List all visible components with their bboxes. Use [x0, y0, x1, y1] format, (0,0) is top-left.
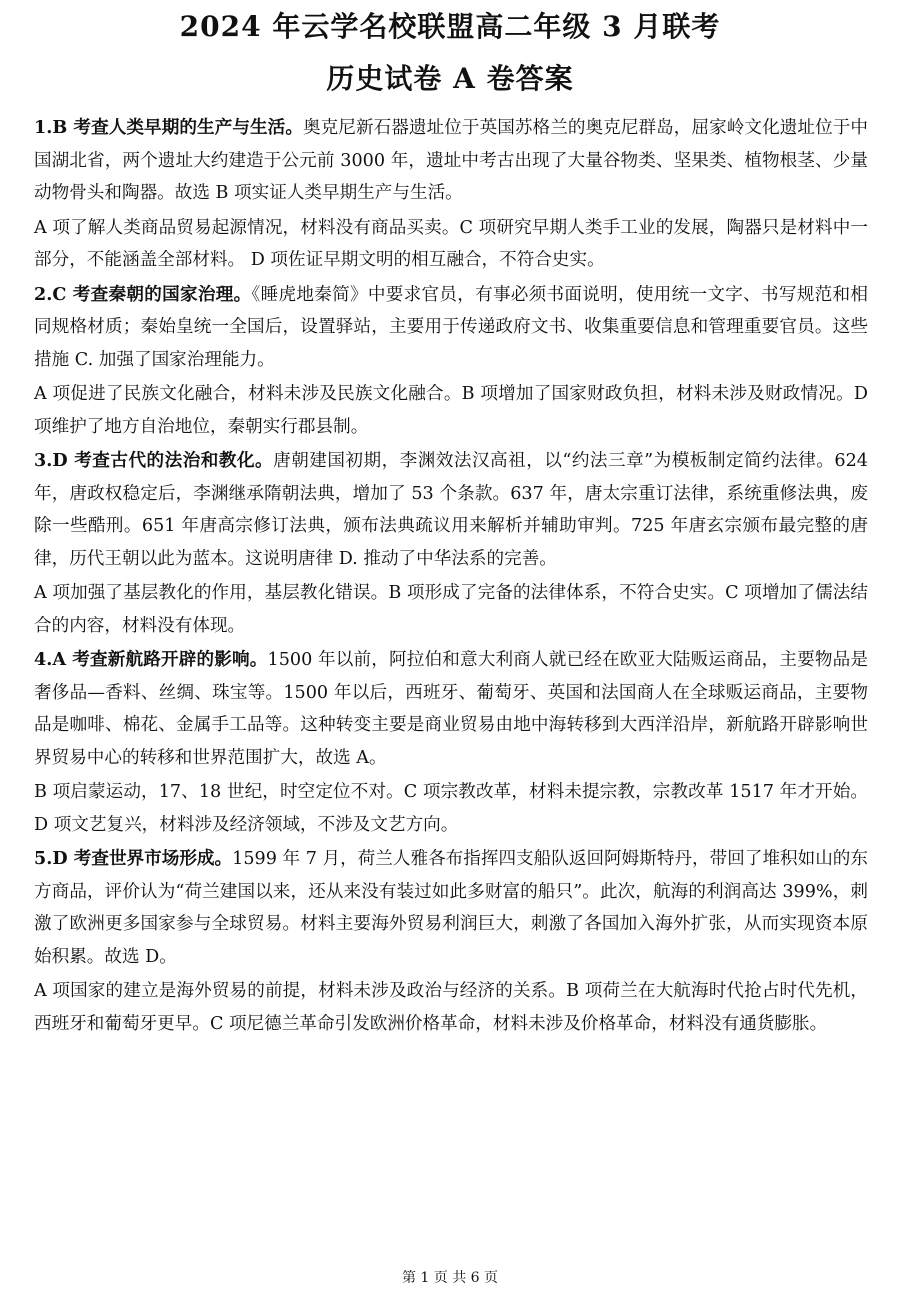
- question-3-answer: [34, 445, 868, 575]
- question-1-heading: 1.B 考查人类早期的生产与生活。: [34, 117, 303, 138]
- question-3-heading: 3.D 考查古代的法治和教化。: [34, 450, 274, 471]
- page-number: 第 1 页 共 6 页: [401, 1270, 499, 1286]
- question-2-explanation: 《睡虎地秦简》中要求官员，有事必须书面说明，使用统一文字、书写规范和相同规格材质；秦始皇统一全国后，设置驿站，主要用于传递政府文书、收集重要信息和管理重要官员。这些措施 C. 加强了国家治理能力。: [34, 284, 868, 370]
- answer-content: [34, 112, 868, 1040]
- question-3-explanation: 唐朝建国初期，李渊效法汉高祖，以“约法三章”为模板制定简约法律。624 年，唐政权稳定后，李渊继承隋朝法典，增加了 53 个条款。637 年，唐太宗重订法律，系统重修法典，废除一些酷刑。651 年唐高宗修订法典，颁布法典疏议用来解析并辅助审判。725 年唐玄宗颁布最完整的唐律，历代王朝以此为蓝本。这说明唐律 D. 推动了中华法系的完善。: [34, 451, 868, 569]
- question-5-answer: [34, 843, 868, 973]
- question-1-option-analysis: A 项了解人类商品贸易起源情况，材料没有商品买卖。C 项研究早期人类手工业的发展，陶器只是材料中一部分，不能涵盖全部材料。 D 项佐证早期文明的相互融合，不符合史实。: [34, 217, 868, 270]
- question-1-answer: [34, 112, 868, 210]
- question-5-heading: 5.D 考查世界市场形成。: [34, 848, 233, 869]
- question-4-heading: 4.A 考查新航路开辟的影响。: [34, 649, 268, 670]
- question-5-option-analysis: A 项国家的建立是海外贸易的前提，材料未涉及政治与经济的关系。B 项荷兰在大航海时代抢占时代先机，西班牙和葡萄牙更早。C 项尼德兰革命引发欧洲价格革命，材料未涉及价格革命，材料没有通货膨胀。: [34, 981, 868, 1034]
- question-3-option-analysis: A 项加强了基层教化的作用，基层教化错误。B 项形成了完备的法律体系，不符合史实。C 项增加了儒法结合的内容，材料没有体现。: [34, 583, 868, 636]
- exam-title: 2024 年云学名校联盟高二年级 3 月联考: [179, 10, 721, 43]
- question-5-explanation: 1599 年 7 月，荷兰人雅各布指挥四支船队返回阿姆斯特丹，带回了堆积如山的东方商品，评价认为“荷兰建国以来，还从来没有装过如此多财富的船只”。此次，航海的利润高达 399%，刺激了欧洲更多国家参与全球贸易。材料主要海外贸易利润巨大，刺激了各国加入海外扩张，从而实现资本原始积累。故选 D。: [34, 849, 868, 967]
- exam-subtitle: 历史试卷 A 卷答案: [326, 62, 574, 95]
- question-4-answer: [34, 644, 868, 774]
- question-4-explanation: 1500 年以前，阿拉伯和意大利商人就已经在欧亚大陆贩运商品，主要物品是奢侈品—香料、丝绸、珠宝等。1500 年以后，西班牙、葡萄牙、英国和法国商人在全球贩运商品，主要物品是咖啡、棉花、金属手工品等。这种转变主要是商业贸易由地中海转移到大西洋沿岸，新航路开辟影响世界贸易中心的转移和世界范围扩大，故选 A。: [34, 650, 868, 768]
- question-2-option-analysis: A 项促进了民族文化融合，材料未涉及民族文化融合。B 项增加了国家财政负担，材料未涉及财政情况。D 项维护了地方自治地位，秦朝实行郡县制。: [34, 384, 868, 437]
- question-2-answer: [34, 279, 868, 377]
- question-1-explanation: 奥克尼新石器遗址位于英国苏格兰的奥克尼群岛，屈家岭文化遗址位于中国湖北省，两个遗址大约建造于公元前 3000 年，遗址中考古出现了大量谷物类、坚果类、植物根茎、少量动物骨头和陶器。故选 B 项实证人类早期生产与生活。: [34, 118, 868, 203]
- question-4-option-analysis: B 项启蒙运动，17、18 世纪，时空定位不对。C 项宗教改革，材料未提宗教，宗教改革 1517 年才开始。D 项文艺复兴，材料涉及经济领域，不涉及文艺方向。: [34, 782, 868, 835]
- question-2-heading: 2.C 考查秦朝的国家治理。: [34, 283, 252, 305]
